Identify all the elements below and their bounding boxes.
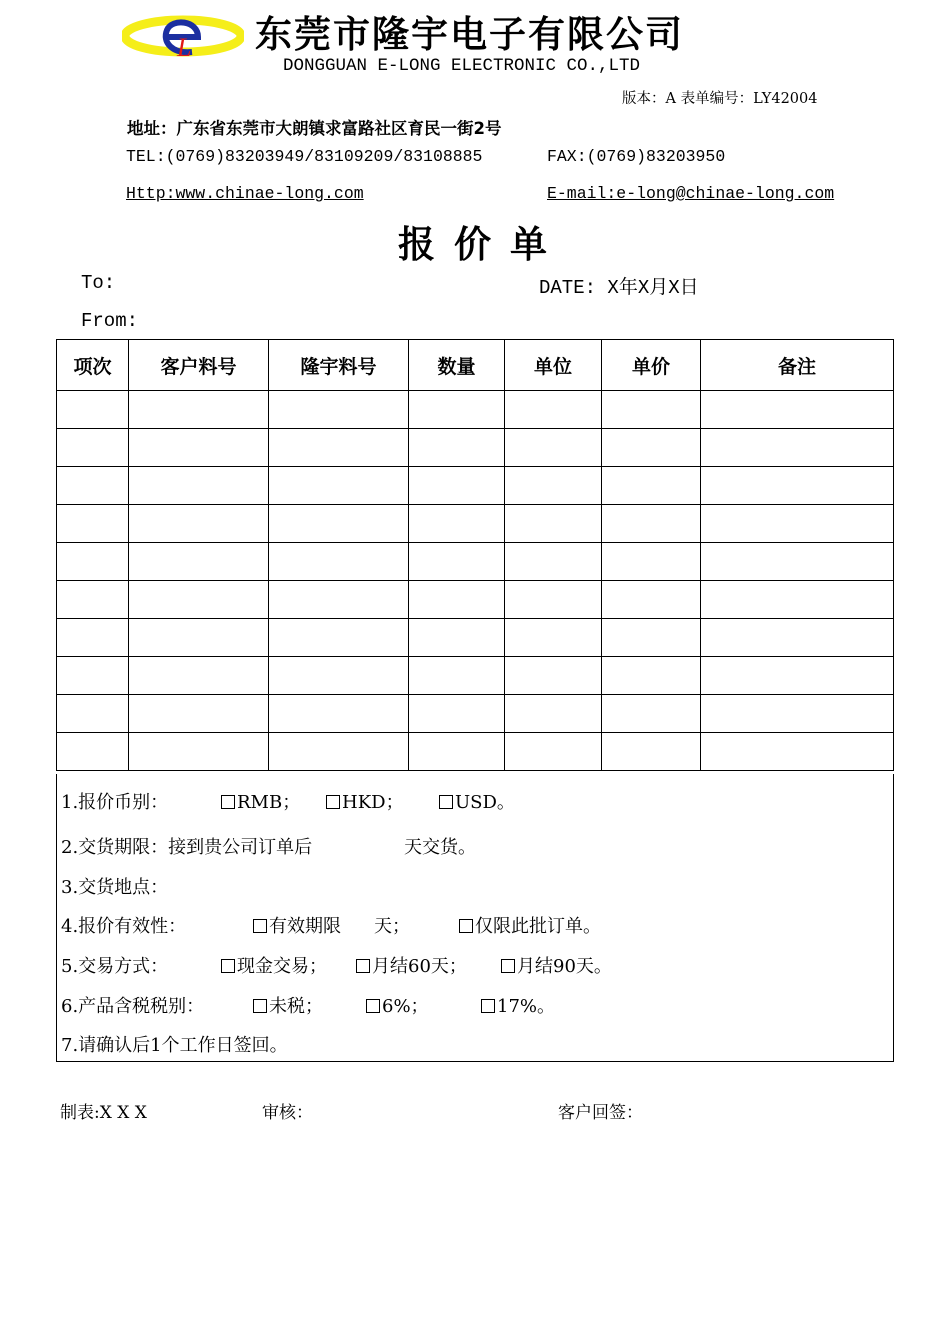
option-valid-period[interactable]: 有效期限 (253, 912, 341, 938)
table-cell[interactable] (701, 391, 894, 429)
company-name-chinese: 东莞市隆宇电子有限公司 (255, 13, 684, 56)
checkbox-icon[interactable] (253, 919, 267, 933)
table-cell[interactable] (269, 581, 409, 619)
table-cell[interactable] (701, 543, 894, 581)
table-cell[interactable] (57, 429, 129, 467)
table-cell[interactable] (602, 619, 701, 657)
option-untaxed[interactable]: 未税； (253, 992, 323, 1018)
table-row (57, 391, 894, 429)
from-label: From: (81, 310, 139, 332)
table-cell[interactable] (505, 657, 602, 695)
term-payment-label: 5.交易方式： (61, 956, 169, 977)
table-cell[interactable] (505, 543, 602, 581)
table-cell[interactable] (409, 429, 505, 467)
table-cell[interactable] (57, 695, 129, 733)
option-cash[interactable]: 现金交易； (221, 952, 327, 978)
telephone-line: TEL:(0769)83203949/83109209/83108885 (126, 147, 483, 166)
term-delivery-period (61, 833, 476, 859)
table-cell[interactable] (57, 733, 129, 771)
term-delivery-period-suffix: 天交货。 (404, 837, 476, 858)
website-link[interactable]: Http:www.chinae-long.com (126, 184, 364, 203)
table-cell[interactable] (57, 619, 129, 657)
table-cell[interactable] (409, 505, 505, 543)
table-cell[interactable] (602, 657, 701, 695)
column-header-unit: 单位 (505, 340, 602, 391)
footer-client-signature: 客户回签： (558, 1103, 643, 1123)
table-cell[interactable] (57, 391, 129, 429)
table-cell[interactable] (409, 657, 505, 695)
company-name-english: DONGGUAN E-LONG ELECTRONIC CO.,LTD (283, 56, 641, 76)
table-cell[interactable] (602, 429, 701, 467)
term-currency-label: 1.报价币别： (61, 792, 169, 813)
table-cell[interactable] (409, 467, 505, 505)
column-header-unit-price: 单价 (602, 340, 701, 391)
table-cell[interactable] (602, 695, 701, 733)
option-net90[interactable]: 月结90天。 (501, 952, 612, 978)
valid-days-suffix: 天； (374, 916, 410, 937)
table-cell[interactable] (701, 619, 894, 657)
table-cell[interactable] (129, 467, 269, 505)
table-cell[interactable] (129, 619, 269, 657)
table-cell[interactable] (269, 619, 409, 657)
table-cell[interactable] (602, 733, 701, 771)
table-cell[interactable] (409, 581, 505, 619)
term-tax-label: 6.产品含税税别： (61, 996, 205, 1017)
table-cell[interactable] (505, 581, 602, 619)
term-confirm-label: 7.请确认后1个工作日签回。 (61, 1035, 288, 1056)
document-title: 报价单 (398, 223, 566, 266)
table-cell[interactable] (57, 581, 129, 619)
table-cell[interactable] (269, 391, 409, 429)
table-cell[interactable] (409, 391, 505, 429)
checkbox-icon[interactable] (459, 919, 473, 933)
term-validity-label: 4.报价有效性： (61, 916, 187, 937)
checkbox-icon[interactable] (481, 999, 495, 1013)
table-cell[interactable] (269, 657, 409, 695)
table-cell[interactable] (409, 695, 505, 733)
table-cell[interactable] (129, 505, 269, 543)
table-cell[interactable] (409, 619, 505, 657)
table-cell[interactable] (505, 733, 602, 771)
table-cell[interactable] (602, 581, 701, 619)
table-cell[interactable] (701, 467, 894, 505)
column-header-elong-part: 隆宇料号 (269, 340, 409, 391)
table-cell[interactable] (701, 657, 894, 695)
term-currency (61, 788, 515, 814)
table-cell[interactable] (701, 505, 894, 543)
table-cell[interactable] (269, 467, 409, 505)
table-cell[interactable] (602, 505, 701, 543)
table-cell[interactable] (701, 429, 894, 467)
table-cell[interactable] (57, 657, 129, 695)
table-cell[interactable] (129, 657, 269, 695)
checkbox-icon[interactable] (501, 959, 515, 973)
table-cell[interactable] (269, 429, 409, 467)
quote-table (56, 339, 894, 771)
table-row (57, 429, 894, 467)
column-header-item-no: 项次 (57, 340, 129, 391)
column-header-customer-part: 客户料号 (129, 340, 269, 391)
term-validity (61, 912, 601, 938)
checkbox-icon[interactable] (253, 999, 267, 1013)
term-delivery-period-label: 2.交货期限：接到贵公司订单后 (61, 837, 313, 858)
checkbox-icon[interactable] (326, 795, 340, 809)
terms-box (56, 774, 894, 1062)
to-label: To: (81, 272, 116, 294)
email-link[interactable]: E-mail:e-long@chinae-long.com (547, 184, 835, 203)
table-row (57, 581, 894, 619)
column-header-remarks: 备注 (701, 340, 894, 391)
footer-reviewed-by: 审核： (262, 1103, 313, 1123)
term-tax (61, 992, 556, 1018)
checkbox-icon[interactable] (356, 959, 370, 973)
table-cell[interactable] (505, 429, 602, 467)
table-cell[interactable] (505, 619, 602, 657)
table-cell[interactable] (129, 543, 269, 581)
fax-line: FAX:(0769)83203950 (547, 147, 726, 166)
checkbox-icon[interactable] (221, 959, 235, 973)
address-line: 地址：广东省东莞市大朗镇求富路社区育民一街2号 (127, 119, 502, 138)
option-usd[interactable]: USD。 (439, 788, 515, 814)
table-row (57, 733, 894, 771)
table-row (57, 543, 894, 581)
table-cell[interactable] (505, 505, 602, 543)
column-header-quantity: 数量 (409, 340, 505, 391)
table-cell[interactable] (57, 505, 129, 543)
table-cell[interactable] (701, 695, 894, 733)
table-cell[interactable] (505, 695, 602, 733)
table-row (57, 619, 894, 657)
table-cell[interactable] (409, 733, 505, 771)
table-cell[interactable] (129, 391, 269, 429)
table-body (57, 391, 894, 771)
table-cell[interactable] (129, 733, 269, 771)
table-cell[interactable] (57, 467, 129, 505)
table-cell[interactable] (129, 429, 269, 467)
table-row (57, 657, 894, 695)
option-this-batch-only[interactable]: 仅限此批订单。 (459, 912, 601, 938)
table-row (57, 505, 894, 543)
term-delivery-place (61, 873, 168, 899)
term-confirm (61, 1031, 288, 1057)
option-hkd[interactable]: HKD； (326, 788, 404, 814)
term-delivery-place-label: 3.交货地点： (61, 877, 169, 898)
table-cell[interactable] (269, 505, 409, 543)
table-cell[interactable] (129, 695, 269, 733)
table-cell[interactable] (701, 581, 894, 619)
table-cell[interactable] (701, 733, 894, 771)
table-cell[interactable] (129, 581, 269, 619)
option-tax-6[interactable]: 6%； (366, 992, 429, 1018)
table-cell[interactable] (269, 733, 409, 771)
table-cell[interactable] (57, 543, 129, 581)
table-cell[interactable] (602, 467, 701, 505)
version-form-number: 版本：A 表单编号：LY42004 (622, 91, 818, 107)
table-cell[interactable] (602, 543, 701, 581)
checkbox-icon[interactable] (439, 795, 453, 809)
table-cell[interactable] (269, 695, 409, 733)
option-rmb[interactable]: RMB； (221, 788, 300, 814)
logo-l-letter: L (177, 33, 192, 62)
table-cell[interactable] (505, 391, 602, 429)
table-header-row (57, 340, 894, 391)
date-field: DATE: X年X月X日 (539, 277, 699, 299)
table-cell[interactable] (409, 543, 505, 581)
table-row (57, 695, 894, 733)
checkbox-icon[interactable] (366, 999, 380, 1013)
table-row (57, 467, 894, 505)
option-net60[interactable]: 月结60天； (356, 952, 467, 978)
table-cell[interactable] (505, 467, 602, 505)
table-cell[interactable] (602, 391, 701, 429)
table-cell[interactable] (269, 543, 409, 581)
company-logo (122, 6, 244, 66)
checkbox-icon[interactable] (221, 795, 235, 809)
footer-prepared-by: 制表:X X X (60, 1103, 147, 1123)
option-tax-17[interactable]: 17%。 (481, 992, 555, 1018)
term-payment (61, 952, 612, 978)
